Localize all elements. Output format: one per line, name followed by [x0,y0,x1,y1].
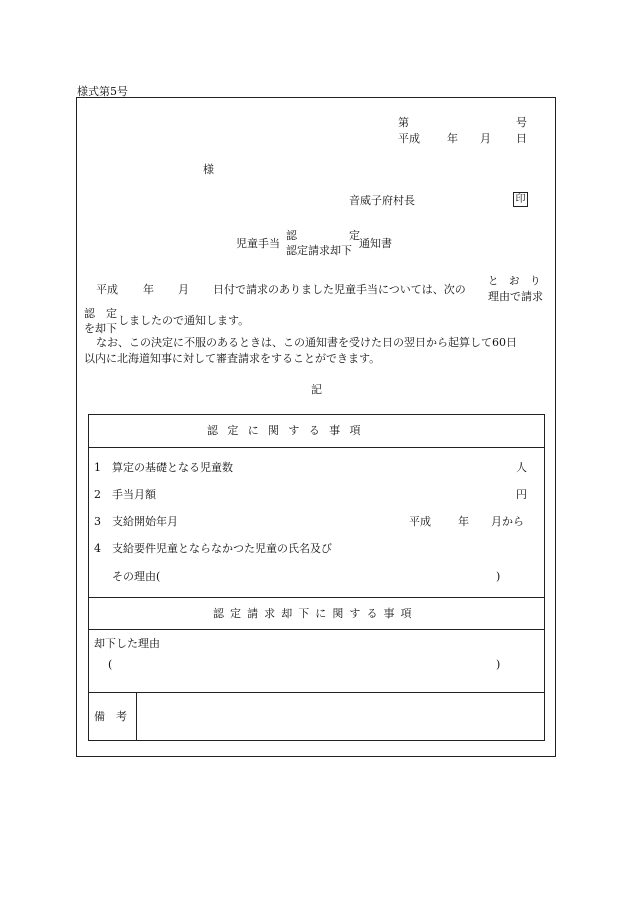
remarks-label: 備 考 [94,710,127,723]
rejection-close-paren: ) [496,658,501,671]
table-divider-1 [88,447,545,448]
paragraph1-month: 月 [178,283,189,296]
item4-label: 支給要件児童とならなかつた児童の氏名及び [112,542,332,555]
item3-year: 年 [458,515,469,528]
reason-close-paren: ) [496,570,501,583]
title-choice-upper-right: 定 [349,229,360,242]
paragraph2-text: しましたので通知します。 [118,314,250,327]
item2-unit: 円 [516,488,527,501]
item1-label: 算定の基礎となる児童数 [112,461,233,474]
paragraph3-line2: 以内に北海道知事に対して審査請求をすることができます。 [84,352,381,365]
item4-number: 4 [94,542,101,555]
table-divider-3 [88,629,545,630]
date-era: 平成 [398,132,420,145]
rejection-reason-label: 却下した理由 [94,637,160,650]
remarks-divider [136,692,137,741]
title-suffix: 通知書 [359,237,392,250]
reason-label: その理由( [112,570,161,583]
item2-number: 2 [94,488,101,501]
title-choice-upper-left: 認 [286,229,297,242]
table-divider-4 [88,692,545,693]
ki-marker: 記 [311,383,322,396]
document-number-suffix: 号 [516,116,527,129]
date-year: 年 [447,132,458,145]
item3-number: 3 [94,515,101,528]
addressee-honorific: 様 [203,163,214,176]
seal-mark: 印 [513,192,528,207]
paragraph1-era: 平成 [96,283,118,296]
paragraph1-year: 年 [143,283,154,296]
form-number: 様式第5号 [77,85,128,98]
paragraph2-choice-lower: を却下 [84,322,117,335]
date-month: 月 [480,132,491,145]
section1-header: 認定に関する事項 [207,424,370,437]
item3-era: 平成 [409,515,431,528]
item3-label: 支給開始年月 [112,515,178,528]
item1-number: 1 [94,461,101,474]
section2-header: 認定請求却下に関する事項 [213,607,418,620]
rejection-open-paren: ( [108,658,113,671]
date-day: 日 [516,132,527,145]
paragraph1-text: 日付で請求のありました児童手当については、次の [213,283,466,296]
item2-label: 手当月額 [112,488,156,501]
paragraph2-choice-upper: 認 定 [84,307,117,320]
item3-month-suffix: 月から [491,515,524,528]
paragraph1-choice-lower: 理由で請求 [488,290,543,303]
table-divider-2 [88,597,545,598]
paragraph3-line1: なお、この決定に不服のあるときは、この通知書を受けた日の翌日から起算して60日 [96,336,517,349]
title-choice-lower: 認定請求却下 [286,244,352,257]
title-prefix: 児童手当 [236,237,280,250]
item1-unit: 人 [516,461,527,474]
paragraph1-choice-upper: と お り [488,275,541,287]
issuer-name: 音威子府村長 [349,194,415,207]
document-number-prefix: 第 [398,116,409,129]
